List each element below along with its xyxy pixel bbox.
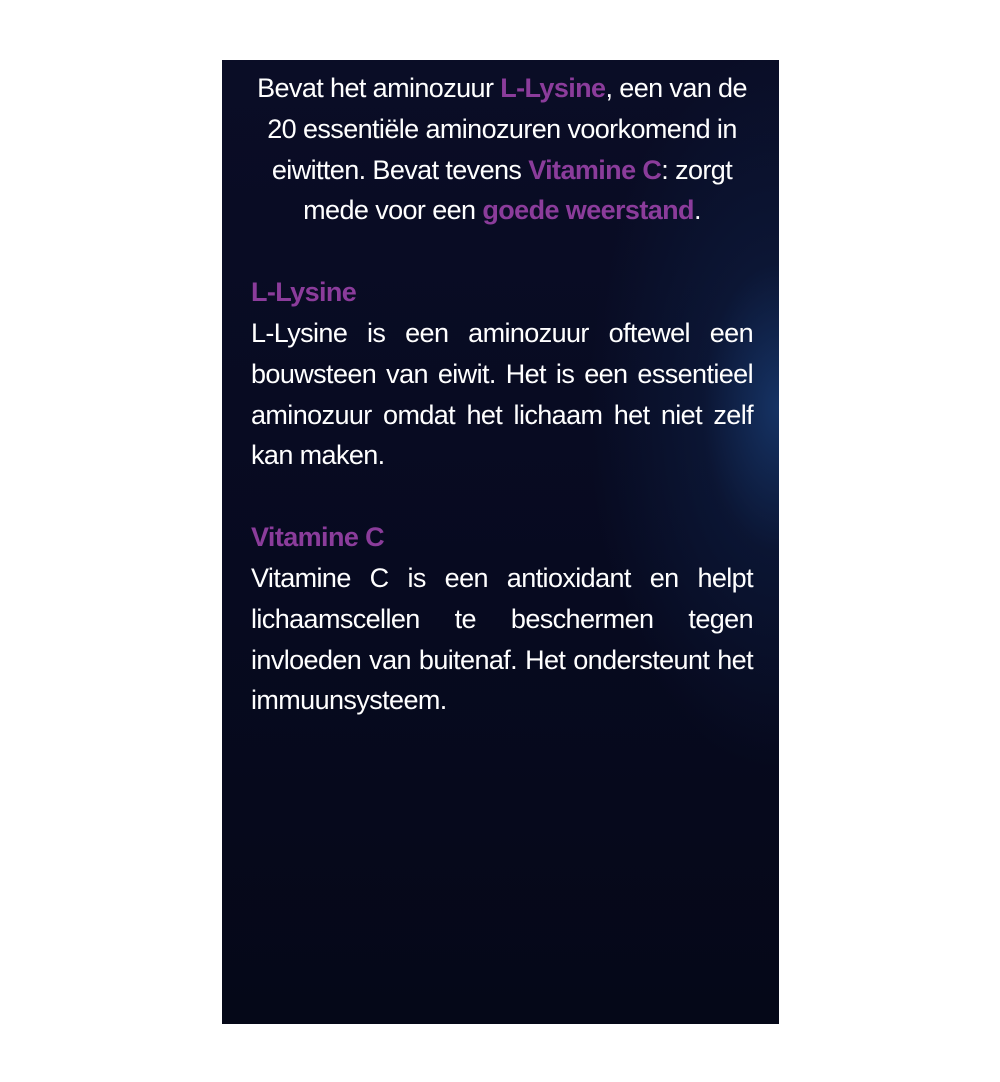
intro-text-1: Bevat het aminozuur bbox=[257, 73, 501, 103]
section-body-lysine: L-Lysine is een aminozuur oftewel een bouwsteen van eiwit. Het is een essentieel aminozuur omdat het lichaam het niet zelf kan maken. bbox=[251, 318, 753, 471]
intro-text-4: . bbox=[693, 195, 701, 226]
section-title-lysine: L-Lysine bbox=[251, 277, 357, 307]
intro-highlight-vitamin-c: Vitamine C bbox=[528, 154, 662, 185]
intro-text-2: , een van de 20 essentiële aminozuren voorkomend in eiwitten. Bevat tevens bbox=[267, 73, 747, 185]
section-title-vitamin-c: Vitamine C bbox=[251, 522, 385, 552]
intro-highlight-lysine: L-Lysine bbox=[500, 73, 606, 103]
intro-text-3: : zorgt mede voor een bbox=[303, 154, 733, 226]
intro-highlight-resistance: goede weerstand bbox=[482, 195, 694, 226]
intro-paragraph bbox=[251, 68, 753, 231]
product-info-panel bbox=[222, 60, 779, 1024]
section-body-vitamin-c: Vitamine C is een antioxidant en helpt lichaamscellen te beschermen tegen invloeden van buitenaf. Het ondersteunt het immuunsysteem. bbox=[251, 563, 753, 716]
